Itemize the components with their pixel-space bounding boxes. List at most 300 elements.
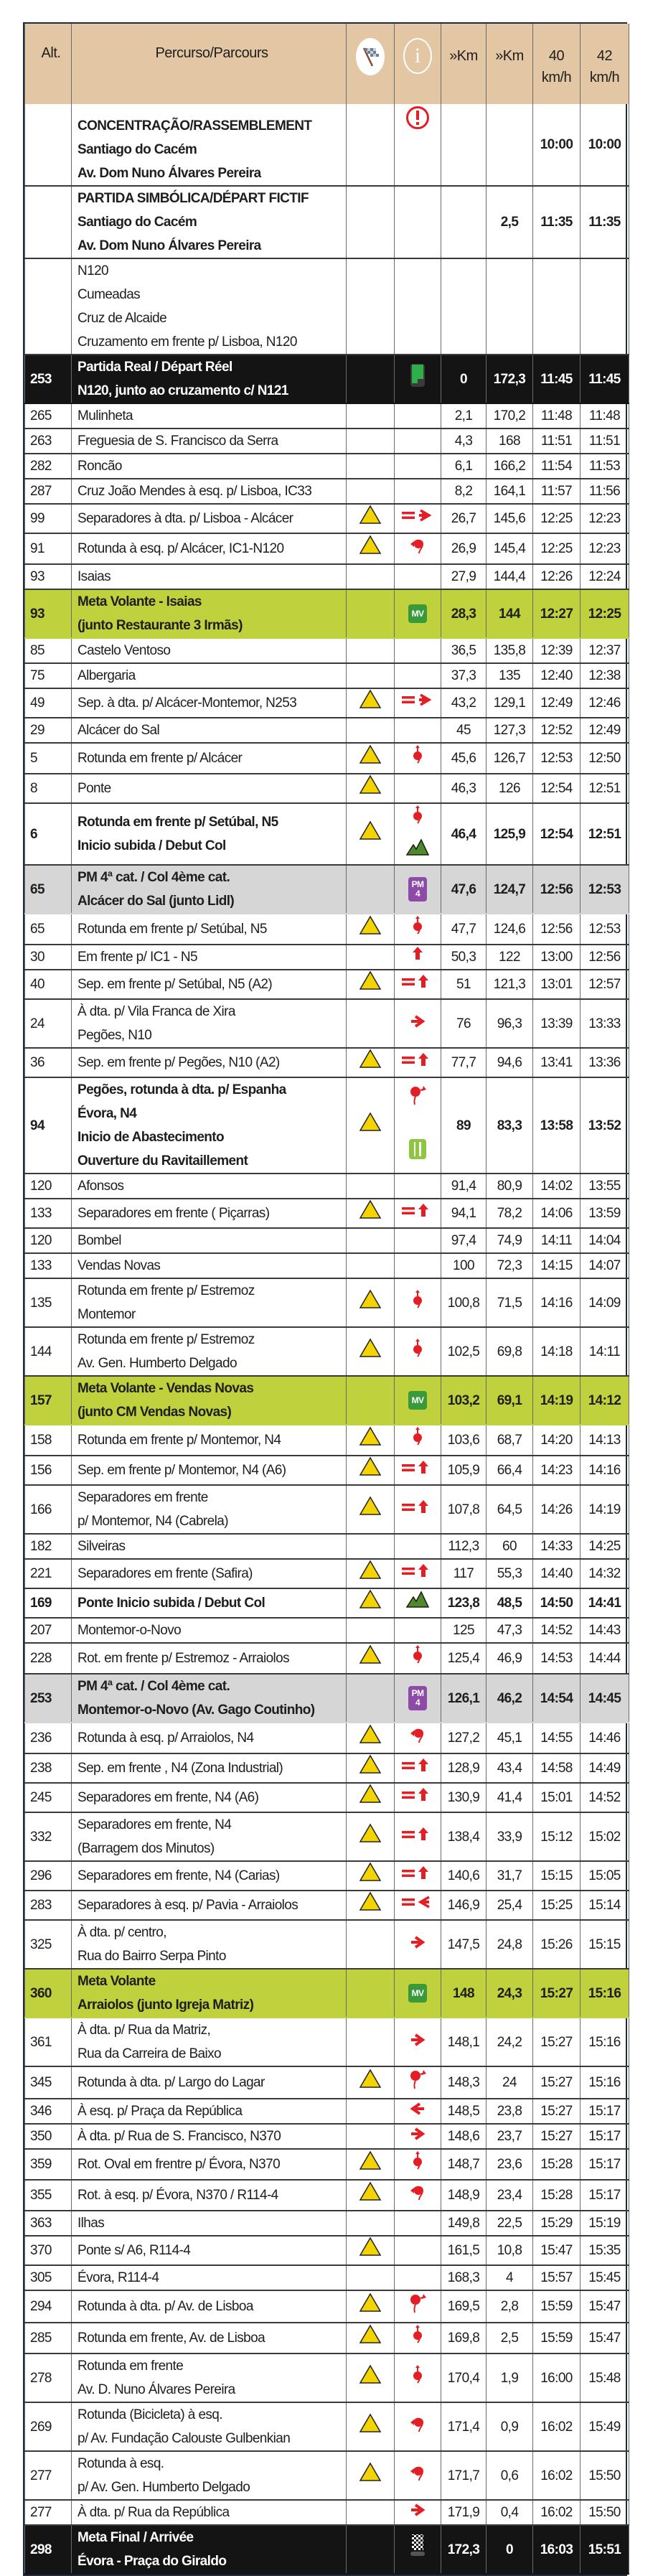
direction-cell xyxy=(395,589,441,638)
time-42-cell: 12:38 xyxy=(581,663,629,688)
time-42-cell: 11:56 xyxy=(581,479,629,504)
km-done-cell: 123,8 xyxy=(441,1588,487,1618)
route-line: Sep. em frente p/ Montemor, N4 (A6) xyxy=(77,1463,286,1478)
warning-triangle-icon xyxy=(359,1112,382,1140)
direction-cell xyxy=(395,564,441,589)
km-done-cell xyxy=(441,186,487,258)
time-40-cell: 15:27 xyxy=(533,2124,581,2149)
direction-cell xyxy=(395,1643,441,1674)
altitude-cell xyxy=(25,258,72,355)
km-left-cell: 4 xyxy=(487,2265,533,2290)
route-line: Albergaria xyxy=(77,668,136,683)
direction-icons xyxy=(395,1561,441,1586)
route-line: (junto Restaurante 3 Irmãs) xyxy=(77,618,243,633)
route-description xyxy=(72,1327,347,1376)
altitude-cell xyxy=(25,186,72,258)
feed-zone-icon xyxy=(408,1138,427,1168)
warning-cell xyxy=(347,1077,395,1174)
altitude-cell: 332 xyxy=(25,1812,72,1861)
direction-cell xyxy=(395,2018,441,2066)
separator-straight-icon xyxy=(400,1458,435,1483)
km-left-cell: 22,5 xyxy=(487,2211,533,2236)
altitude-cell: 221 xyxy=(25,1559,72,1588)
roundabout-right-icon xyxy=(408,2067,427,2098)
route-description xyxy=(72,2099,347,2124)
route-line: (junto CM Vendas Novas) xyxy=(77,1405,232,1420)
time-40-cell: 11:51 xyxy=(533,428,581,454)
km-done-cell: 103,6 xyxy=(441,1425,487,1456)
warning-cell xyxy=(347,1425,395,1456)
route-line: Rotunda à esq. p/ Alcácer, IC1-N120 xyxy=(77,541,284,556)
altitude-cell: 296 xyxy=(25,1861,72,1891)
km-done-cell: 148,9 xyxy=(441,2180,487,2211)
route-line: Rotunda em frente p/ Setúbal, N5 xyxy=(77,815,278,830)
warning-cell xyxy=(347,2180,395,2211)
altitude-cell: 236 xyxy=(25,1723,72,1753)
route-description xyxy=(72,504,347,533)
time-42-cell: 13:33 xyxy=(581,999,629,1048)
altitude-cell: 156 xyxy=(25,1456,72,1485)
time-42-cell: 11:48 xyxy=(581,403,629,428)
km-done-cell: 171,4 xyxy=(441,2402,487,2451)
altitude-cell: 133 xyxy=(25,1253,72,1278)
warning-cell xyxy=(347,743,395,774)
km-left-cell: 46,2 xyxy=(487,1674,533,1723)
time-42-cell: 11:53 xyxy=(581,454,629,479)
table-row xyxy=(25,2500,629,2525)
time-42-cell: 14:52 xyxy=(581,1783,629,1812)
time-42-cell: 13:36 xyxy=(581,1048,629,1077)
roundabout-straight-icon xyxy=(410,1288,425,1318)
time-42-cell: 12:37 xyxy=(581,638,629,663)
separator-straight-icon xyxy=(400,1825,435,1850)
km-left-cell: 144 xyxy=(487,589,533,638)
direction-icons xyxy=(395,1337,441,1367)
time-42-cell: 12:53 xyxy=(581,865,629,914)
warning-cell xyxy=(347,1534,395,1559)
table-row xyxy=(25,914,629,945)
altitude-cell: 8 xyxy=(25,774,72,803)
route-line: Cruz de Alcaide xyxy=(77,311,167,326)
time-40-cell: 12:27 xyxy=(533,589,581,638)
route-line: Separadores em frente ( Piçarras) xyxy=(77,1206,270,1221)
direction-cell xyxy=(395,1278,441,1327)
time-42-cell: 14:16 xyxy=(581,1456,629,1485)
warning-cell xyxy=(347,1723,395,1753)
direction-cell xyxy=(395,2124,441,2149)
km-done-cell: 37,3 xyxy=(441,663,487,688)
route-line: À esq. p/ Praça da República xyxy=(77,2104,243,2119)
time-40-cell: 16:02 xyxy=(533,2451,581,2500)
time-42-cell: 15:50 xyxy=(581,2451,629,2500)
route-description xyxy=(72,1559,347,1588)
direction-icons xyxy=(395,914,441,944)
warning-triangle-icon xyxy=(359,1049,382,1077)
km-done-cell: 148 xyxy=(441,1969,487,2018)
table-row xyxy=(25,774,629,803)
direction-icons xyxy=(395,362,441,396)
route-line: Vendas Novas xyxy=(77,1258,161,1273)
altitude-cell: 29 xyxy=(25,718,72,743)
warning-cell xyxy=(347,1643,395,1674)
altitude-cell: 346 xyxy=(25,2099,72,2124)
climb-start-icon xyxy=(405,1590,430,1616)
warning-cell xyxy=(347,914,395,945)
km-done-cell: 130,9 xyxy=(441,1783,487,1812)
altitude-cell: 65 xyxy=(25,865,72,914)
route-line: Meta Volante xyxy=(77,1974,156,1989)
warning-triangle-icon xyxy=(359,1891,382,1919)
km-done-cell: 148,5 xyxy=(441,2099,487,2124)
straight-arrow-icon xyxy=(411,945,424,969)
direction-cell xyxy=(395,428,441,454)
route-line: Rua da Carreira de Baixo xyxy=(77,2046,221,2061)
route-line: Rotunda à esq. xyxy=(77,2456,164,2471)
time-40-cell: 14:52 xyxy=(533,1618,581,1643)
route-line: Rotunda (Bicicleta) à esq. xyxy=(77,2407,222,2422)
direction-cell xyxy=(395,104,441,186)
warning-triangle-icon xyxy=(359,1589,382,1617)
table-row xyxy=(25,1376,629,1425)
direction-cell xyxy=(395,504,441,533)
km-done-cell: 105,9 xyxy=(441,1456,487,1485)
route-description xyxy=(72,1891,347,1920)
altitude-cell: 355 xyxy=(25,2180,72,2211)
time-40-cell: 12:53 xyxy=(533,743,581,774)
km-done-cell: 6,1 xyxy=(441,454,487,479)
altitude-cell: 263 xyxy=(25,428,72,454)
route-description xyxy=(72,2149,347,2180)
table-row xyxy=(25,1327,629,1376)
route-description xyxy=(72,1425,347,1456)
time-40-cell: 15:47 xyxy=(533,2236,581,2265)
km-left-cell xyxy=(487,104,533,186)
route-description xyxy=(72,1534,347,1559)
km-left-cell: 0,9 xyxy=(487,2402,533,2451)
warning-cell xyxy=(347,1327,395,1376)
time-42-cell: 14:13 xyxy=(581,1425,629,1456)
direction-icons xyxy=(395,2364,441,2393)
route-description xyxy=(72,1674,347,1723)
route-line: Rotunda em frente, Av. de Lisboa xyxy=(77,2331,265,2346)
time-40-cell: 11:48 xyxy=(533,403,581,428)
time-42-cell: 15:17 xyxy=(581,2180,629,2211)
km-done-cell: 172,3 xyxy=(441,2525,487,2574)
direction-icons xyxy=(395,1497,441,1522)
warning-triangle-icon xyxy=(359,1644,382,1672)
table-row xyxy=(25,945,629,970)
km-done-cell: 28,3 xyxy=(441,589,487,638)
table-row xyxy=(25,688,629,718)
km-done-cell: 0 xyxy=(441,355,487,403)
warning-triangle-icon xyxy=(359,689,382,717)
direction-cell xyxy=(395,1783,441,1812)
km-done-cell: 4,3 xyxy=(441,428,487,454)
km-done-cell: 146,9 xyxy=(441,1891,487,1920)
direction-icons xyxy=(395,691,441,715)
warning-cell xyxy=(347,2066,395,2099)
warning-cell xyxy=(347,104,395,186)
route-line: Rotunda em frente xyxy=(77,2359,184,2374)
route-line: À dta. p/ Vila Franca de Xira xyxy=(77,1004,235,1019)
warning-cell xyxy=(347,1278,395,1327)
time-40-cell: 11:45 xyxy=(533,355,581,403)
direction-icons xyxy=(395,1050,441,1075)
direction-icons xyxy=(395,1391,441,1410)
time-42-cell: 11:51 xyxy=(581,428,629,454)
route-line: Isaias xyxy=(77,569,111,584)
direction-icons xyxy=(395,1825,441,1850)
altitude-cell: 94 xyxy=(25,1077,72,1174)
warning-cell xyxy=(347,2265,395,2290)
time-40-cell: 15:01 xyxy=(533,1783,581,1812)
table-row xyxy=(25,186,629,258)
km-left-cell: 126 xyxy=(487,774,533,803)
time-40-cell: 14:55 xyxy=(533,1723,581,1753)
direction-icons xyxy=(395,2150,441,2179)
direction-cell xyxy=(395,1048,441,1077)
route-line: Montemor-o-Novo (Av. Gago Coutinho) xyxy=(77,1702,315,1718)
km-left-cell: 164,1 xyxy=(487,479,533,504)
warning-cell xyxy=(347,1174,395,1199)
exclamation-icon xyxy=(405,106,430,138)
roundabout-straight-icon xyxy=(410,1644,425,1673)
km-left-cell: 145,6 xyxy=(487,504,533,533)
time-40-cell: 14:26 xyxy=(533,1485,581,1534)
time-42-cell: 15:17 xyxy=(581,2149,629,2180)
km-done-cell: 91,4 xyxy=(441,1174,487,1199)
km-left-cell: 0,4 xyxy=(487,2500,533,2525)
altitude-cell: 228 xyxy=(25,1643,72,1674)
roundabout-straight-icon xyxy=(410,2364,425,2393)
climb-start-icon xyxy=(405,838,430,864)
table-row xyxy=(25,2124,629,2149)
warning-triangle-icon xyxy=(359,505,382,533)
altitude-cell: 182 xyxy=(25,1534,72,1559)
route-line: PARTIDA SIMBÓLICA/DÉPART FICTIF xyxy=(77,191,309,206)
km-left-cell: 23,8 xyxy=(487,2099,533,2124)
route-description xyxy=(72,1456,347,1485)
route-line: Afonsos xyxy=(77,1179,124,1194)
direction-icons xyxy=(395,1723,441,1753)
km-done-cell: 170,4 xyxy=(441,2353,487,2402)
route-description xyxy=(72,2265,347,2290)
table-row xyxy=(25,1861,629,1891)
route-line: Évora - Praça do Giraldo xyxy=(77,2554,227,2569)
km-left-cell: 33,9 xyxy=(487,1812,533,1861)
warning-cell xyxy=(347,1559,395,1588)
time-42-cell: 11:35 xyxy=(581,186,629,258)
direction-cell xyxy=(395,2211,441,2236)
checkered-flag-icon xyxy=(356,38,385,75)
route-line: Cruz João Mendes à esq. p/ Lisboa, IC33 xyxy=(77,484,312,499)
time-40-cell: 15:12 xyxy=(533,1812,581,1861)
route-line: Ouverture du Ravitaillement xyxy=(77,1153,248,1168)
time-42-cell: 14:09 xyxy=(581,1278,629,1327)
time-42-cell: 12:51 xyxy=(581,774,629,803)
direction-cell xyxy=(395,1969,441,2018)
km-left-cell: 121,3 xyxy=(487,970,533,999)
info-icon: i xyxy=(403,38,432,74)
direction-icons xyxy=(395,2323,441,2353)
direction-cell xyxy=(395,2451,441,2500)
km-done-cell: 51 xyxy=(441,970,487,999)
km-left-cell: 60 xyxy=(487,1534,533,1559)
time-42-cell: 14:45 xyxy=(581,1674,629,1723)
km-done-cell: 26,7 xyxy=(441,504,487,533)
altitude-cell: 133 xyxy=(25,1199,72,1228)
direction-cell xyxy=(395,1485,441,1534)
route-line: Separadores em frente (Safira) xyxy=(77,1566,253,1581)
table-row xyxy=(25,1891,629,1920)
km-done-cell: 147,5 xyxy=(441,1920,487,1969)
time-40-cell: 12:54 xyxy=(533,774,581,803)
table-row xyxy=(25,1920,629,1969)
altitude-cell: 120 xyxy=(25,1174,72,1199)
header-route: Percurso/Parcours xyxy=(72,24,347,104)
warning-cell xyxy=(347,1891,395,1920)
route-line: Partida Real / Départ Réel xyxy=(77,360,232,375)
km-left-cell: 172,3 xyxy=(487,355,533,403)
time-42-cell: 15:45 xyxy=(581,2265,629,2290)
route-description xyxy=(72,2124,347,2149)
warning-cell xyxy=(347,2099,395,2124)
altitude-cell: 6 xyxy=(25,803,72,865)
km-left-cell: 45,1 xyxy=(487,1723,533,1753)
altitude-cell: 277 xyxy=(25,2500,72,2525)
route-description xyxy=(72,428,347,454)
altitude-cell: 298 xyxy=(25,2525,72,2574)
time-40-cell: 10:00 xyxy=(533,104,581,186)
table-row xyxy=(25,2265,629,2290)
route-description xyxy=(72,1753,347,1783)
direction-cell xyxy=(395,2099,441,2124)
route-line: Pegões, rotunda à dta. p/ Espanha xyxy=(77,1082,286,1097)
time-40-cell: 14:40 xyxy=(533,1559,581,1588)
route-line: Rotunda em frente p/ Alcácer xyxy=(77,751,243,766)
route-description xyxy=(72,533,347,564)
km-left-cell: 0 xyxy=(487,2525,533,2574)
warning-triangle-icon xyxy=(359,2150,382,2178)
warning-triangle-icon xyxy=(359,1862,382,1890)
warning-cell xyxy=(347,2402,395,2451)
direction-cell xyxy=(395,865,441,914)
table-row xyxy=(25,1812,629,1861)
direction-cell xyxy=(395,2353,441,2402)
route-line: Separadores à esq. p/ Pavia - Arraiolos xyxy=(77,1898,299,1913)
km-left-cell: 83,3 xyxy=(487,1077,533,1174)
table-row xyxy=(25,1174,629,1199)
altitude-cell: 93 xyxy=(25,564,72,589)
altitude-cell: 359 xyxy=(25,2149,72,2180)
warning-cell xyxy=(347,1969,395,2018)
direction-cell xyxy=(395,914,441,945)
time-40-cell: 12:39 xyxy=(533,638,581,663)
route-line: Separadores à dta. p/ Lisboa - Alcácer xyxy=(77,511,293,526)
time-42-cell: 15:14 xyxy=(581,1891,629,1920)
direction-icons xyxy=(395,534,441,563)
direction-cell xyxy=(395,2265,441,2290)
roundabout-straight-icon xyxy=(410,804,425,833)
time-40-cell: 16:02 xyxy=(533,2402,581,2451)
route-description xyxy=(72,1588,347,1618)
km-done-cell xyxy=(441,258,487,355)
time-42-cell: 15:47 xyxy=(581,2290,629,2323)
route-line: Inicio subida / Debut Col xyxy=(77,838,226,853)
warning-cell xyxy=(347,1376,395,1425)
mv-sprint-icon: MV xyxy=(408,1984,427,2003)
route-line: Meta Volante - Isaias xyxy=(77,594,202,609)
left-arrow-icon xyxy=(410,2099,426,2123)
km-left-cell: 69,1 xyxy=(487,1376,533,1425)
km-left-cell: 135,8 xyxy=(487,638,533,663)
time-40-cell: 11:35 xyxy=(533,186,581,258)
time-42-cell: 15:19 xyxy=(581,2211,629,2236)
km-done-cell: 107,8 xyxy=(441,1485,487,1534)
time-42-cell xyxy=(581,258,629,355)
route-description xyxy=(72,104,347,186)
roundabout-right-icon xyxy=(408,2291,427,2322)
route-line: À dta. p/ centro, xyxy=(77,1925,166,1940)
time-42-cell: 13:52 xyxy=(581,1077,629,1174)
table-row xyxy=(25,2211,629,2236)
km-done-cell: 26,9 xyxy=(441,533,487,564)
route-line: Rotunda em frente p/ Estremoz xyxy=(77,1332,255,1347)
time-42-cell: 14:04 xyxy=(581,1228,629,1253)
direction-cell xyxy=(395,1228,441,1253)
separator-left-icon xyxy=(400,1893,435,1917)
warning-triangle-icon xyxy=(359,1823,382,1851)
time-42-cell: 14:32 xyxy=(581,1559,629,1588)
route-line: Rot. em frente p/ Estremoz - Arraiolos xyxy=(77,1651,290,1666)
direction-cell xyxy=(395,2149,441,2180)
km-left-cell: 24,8 xyxy=(487,1920,533,1969)
route-description xyxy=(72,1048,347,1077)
time-40-cell: 14:06 xyxy=(533,1199,581,1228)
time-40-cell: 14:15 xyxy=(533,1253,581,1278)
warning-cell xyxy=(347,1588,395,1618)
time-40-cell: 11:54 xyxy=(533,454,581,479)
route-line: PM 4ª cat. / Col 4ème cat. xyxy=(77,870,230,885)
time-40-cell: 14:23 xyxy=(533,1456,581,1485)
time-42-cell: 12:50 xyxy=(581,743,629,774)
warning-triangle-icon xyxy=(359,1784,382,1812)
time-40-cell: 12:56 xyxy=(533,865,581,914)
km-left-cell: 168 xyxy=(487,428,533,454)
table-row xyxy=(25,2018,629,2066)
direction-icons xyxy=(395,1863,441,1888)
start-flag-icon xyxy=(408,362,427,396)
route-description xyxy=(72,1253,347,1278)
altitude-cell: 350 xyxy=(25,2124,72,2149)
header-speed-42: 42 km/h xyxy=(581,24,629,104)
km-done-cell: 77,7 xyxy=(441,1048,487,1077)
time-40-cell: 15:28 xyxy=(533,2180,581,2211)
time-40-cell: 12:25 xyxy=(533,504,581,533)
km-done-cell: 100,8 xyxy=(441,1278,487,1327)
direction-cell xyxy=(395,454,441,479)
warning-triangle-icon xyxy=(359,1338,382,1366)
direction-cell xyxy=(395,2290,441,2323)
direction-cell xyxy=(395,479,441,504)
table-row xyxy=(25,1618,629,1643)
time-40-cell: 14:11 xyxy=(533,1228,581,1253)
roundabout-left-icon xyxy=(409,534,426,563)
route-line: p/ Av. Gen. Humberto Delgado xyxy=(77,2480,250,2495)
direction-cell xyxy=(395,1174,441,1199)
warning-triangle-icon xyxy=(359,1754,382,1782)
altitude-cell: 305 xyxy=(25,2265,72,2290)
